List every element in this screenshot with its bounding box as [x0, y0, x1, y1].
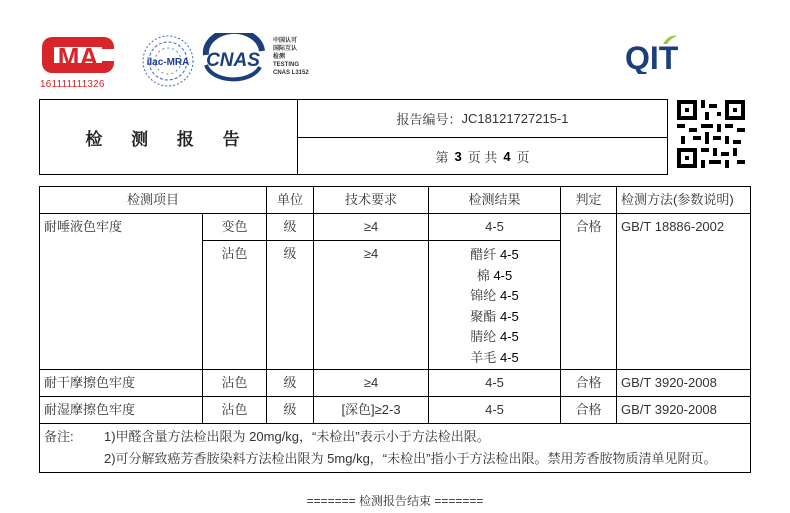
- sub-item-cell: 沾色: [203, 397, 267, 424]
- fiber-result: 锦纶 4-5: [470, 288, 519, 304]
- fiber-result: 聚酯 4-5: [470, 308, 519, 324]
- requirement-cell: [深色]≥2-3: [314, 397, 429, 424]
- sub-item-cell: 变色: [203, 214, 267, 241]
- method-cell: GB/T 18886-2002: [617, 214, 751, 370]
- notes-cell: [40, 424, 751, 473]
- result-cell: 4-5: [429, 214, 561, 241]
- result-cell: 4-5: [429, 397, 561, 424]
- cnas-caption: 中国认可 国际互认 检测 TESTING CNAS L3152: [273, 38, 309, 76]
- item-cell: 耐唾液色牢度: [40, 214, 203, 370]
- fiber-result: 羊毛 4-5: [470, 349, 519, 365]
- fiber-result: 腈纶 4-5: [470, 329, 519, 345]
- page-total: 4: [503, 148, 511, 164]
- table-row: [40, 214, 751, 241]
- fiber-result: 醋纤 4-5: [470, 247, 519, 262]
- fiber-result: 棉 4-5: [476, 267, 513, 283]
- notes-label: 备注:: [44, 429, 74, 444]
- col-header-judgement: 判定: [561, 187, 617, 214]
- test-results-table: [39, 186, 751, 473]
- requirement-cell: ≥4: [314, 214, 429, 241]
- judgement-cell: 合格: [561, 370, 617, 397]
- requirement-cell: ≥4: [314, 241, 429, 370]
- svg-text:MA: MA: [57, 42, 99, 72]
- qr-code: [677, 100, 745, 168]
- method-cell: GB/T 3920-2008: [617, 397, 751, 424]
- report-end-marker: ======= 检测报告结束 =======: [306, 494, 484, 508]
- svg-text:QIT: QIT: [625, 40, 679, 74]
- cma-logo: [38, 33, 118, 77]
- requirement-cell: ≥4: [314, 370, 429, 397]
- table-row: [40, 370, 751, 397]
- col-header-unit: 单位: [267, 187, 314, 214]
- page-indicator: 第 3 页 共 4 页: [435, 148, 530, 165]
- item-cell: 耐干摩擦色牢度: [40, 370, 203, 397]
- col-header-result: 检测结果: [429, 187, 561, 214]
- sub-item-cell: 沾色: [203, 370, 267, 397]
- judgement-cell: 合格: [561, 397, 617, 424]
- unit-cell: 级: [267, 397, 314, 424]
- result-cell: 4-5: [429, 370, 561, 397]
- unit-cell: 级: [267, 241, 314, 370]
- item-cell: 耐湿摩擦色牢度: [40, 397, 203, 424]
- judgement-cell: 合格: [561, 214, 617, 370]
- col-header-requirement: 技术要求: [314, 187, 429, 214]
- ilac-mra-logo: [139, 34, 197, 88]
- sub-item-cell: 沾色: [203, 241, 267, 370]
- report-title: 检 测 报 告: [40, 100, 298, 174]
- report-header: [39, 99, 668, 175]
- unit-cell: 级: [267, 214, 314, 241]
- note-item: 2)可分解致癌芳香胺染料方法检出限为 5mg/kg，“未检出”指小于方法检出限。禁用芳香胺物质清单见附页。: [104, 451, 717, 466]
- svg-text:CNAS: CNAS: [206, 50, 260, 71]
- notes-row: [40, 424, 751, 473]
- result-cell-multi: [429, 241, 561, 370]
- unit-cell: 级: [267, 370, 314, 397]
- cma-number: 161111111326: [40, 79, 105, 90]
- col-header-item: 检测项目: [40, 187, 267, 214]
- qit-logo: [625, 34, 715, 74]
- col-header-method: 检测方法(参数说明): [617, 187, 751, 214]
- cnas-logo: [198, 33, 268, 83]
- note-item: 1)甲醛含量方法检出限为 20mg/kg，“未检出”表示小于方法检出限。: [104, 429, 490, 444]
- svg-text:ilac-MRA: ilac-MRA: [146, 57, 190, 68]
- table-header-row: [40, 187, 751, 214]
- method-cell: GB/T 3920-2008: [617, 370, 751, 397]
- table-row: [40, 397, 751, 424]
- report-number: 报告编号： JC18121727215-1: [298, 100, 667, 138]
- page-current: 3: [454, 148, 462, 164]
